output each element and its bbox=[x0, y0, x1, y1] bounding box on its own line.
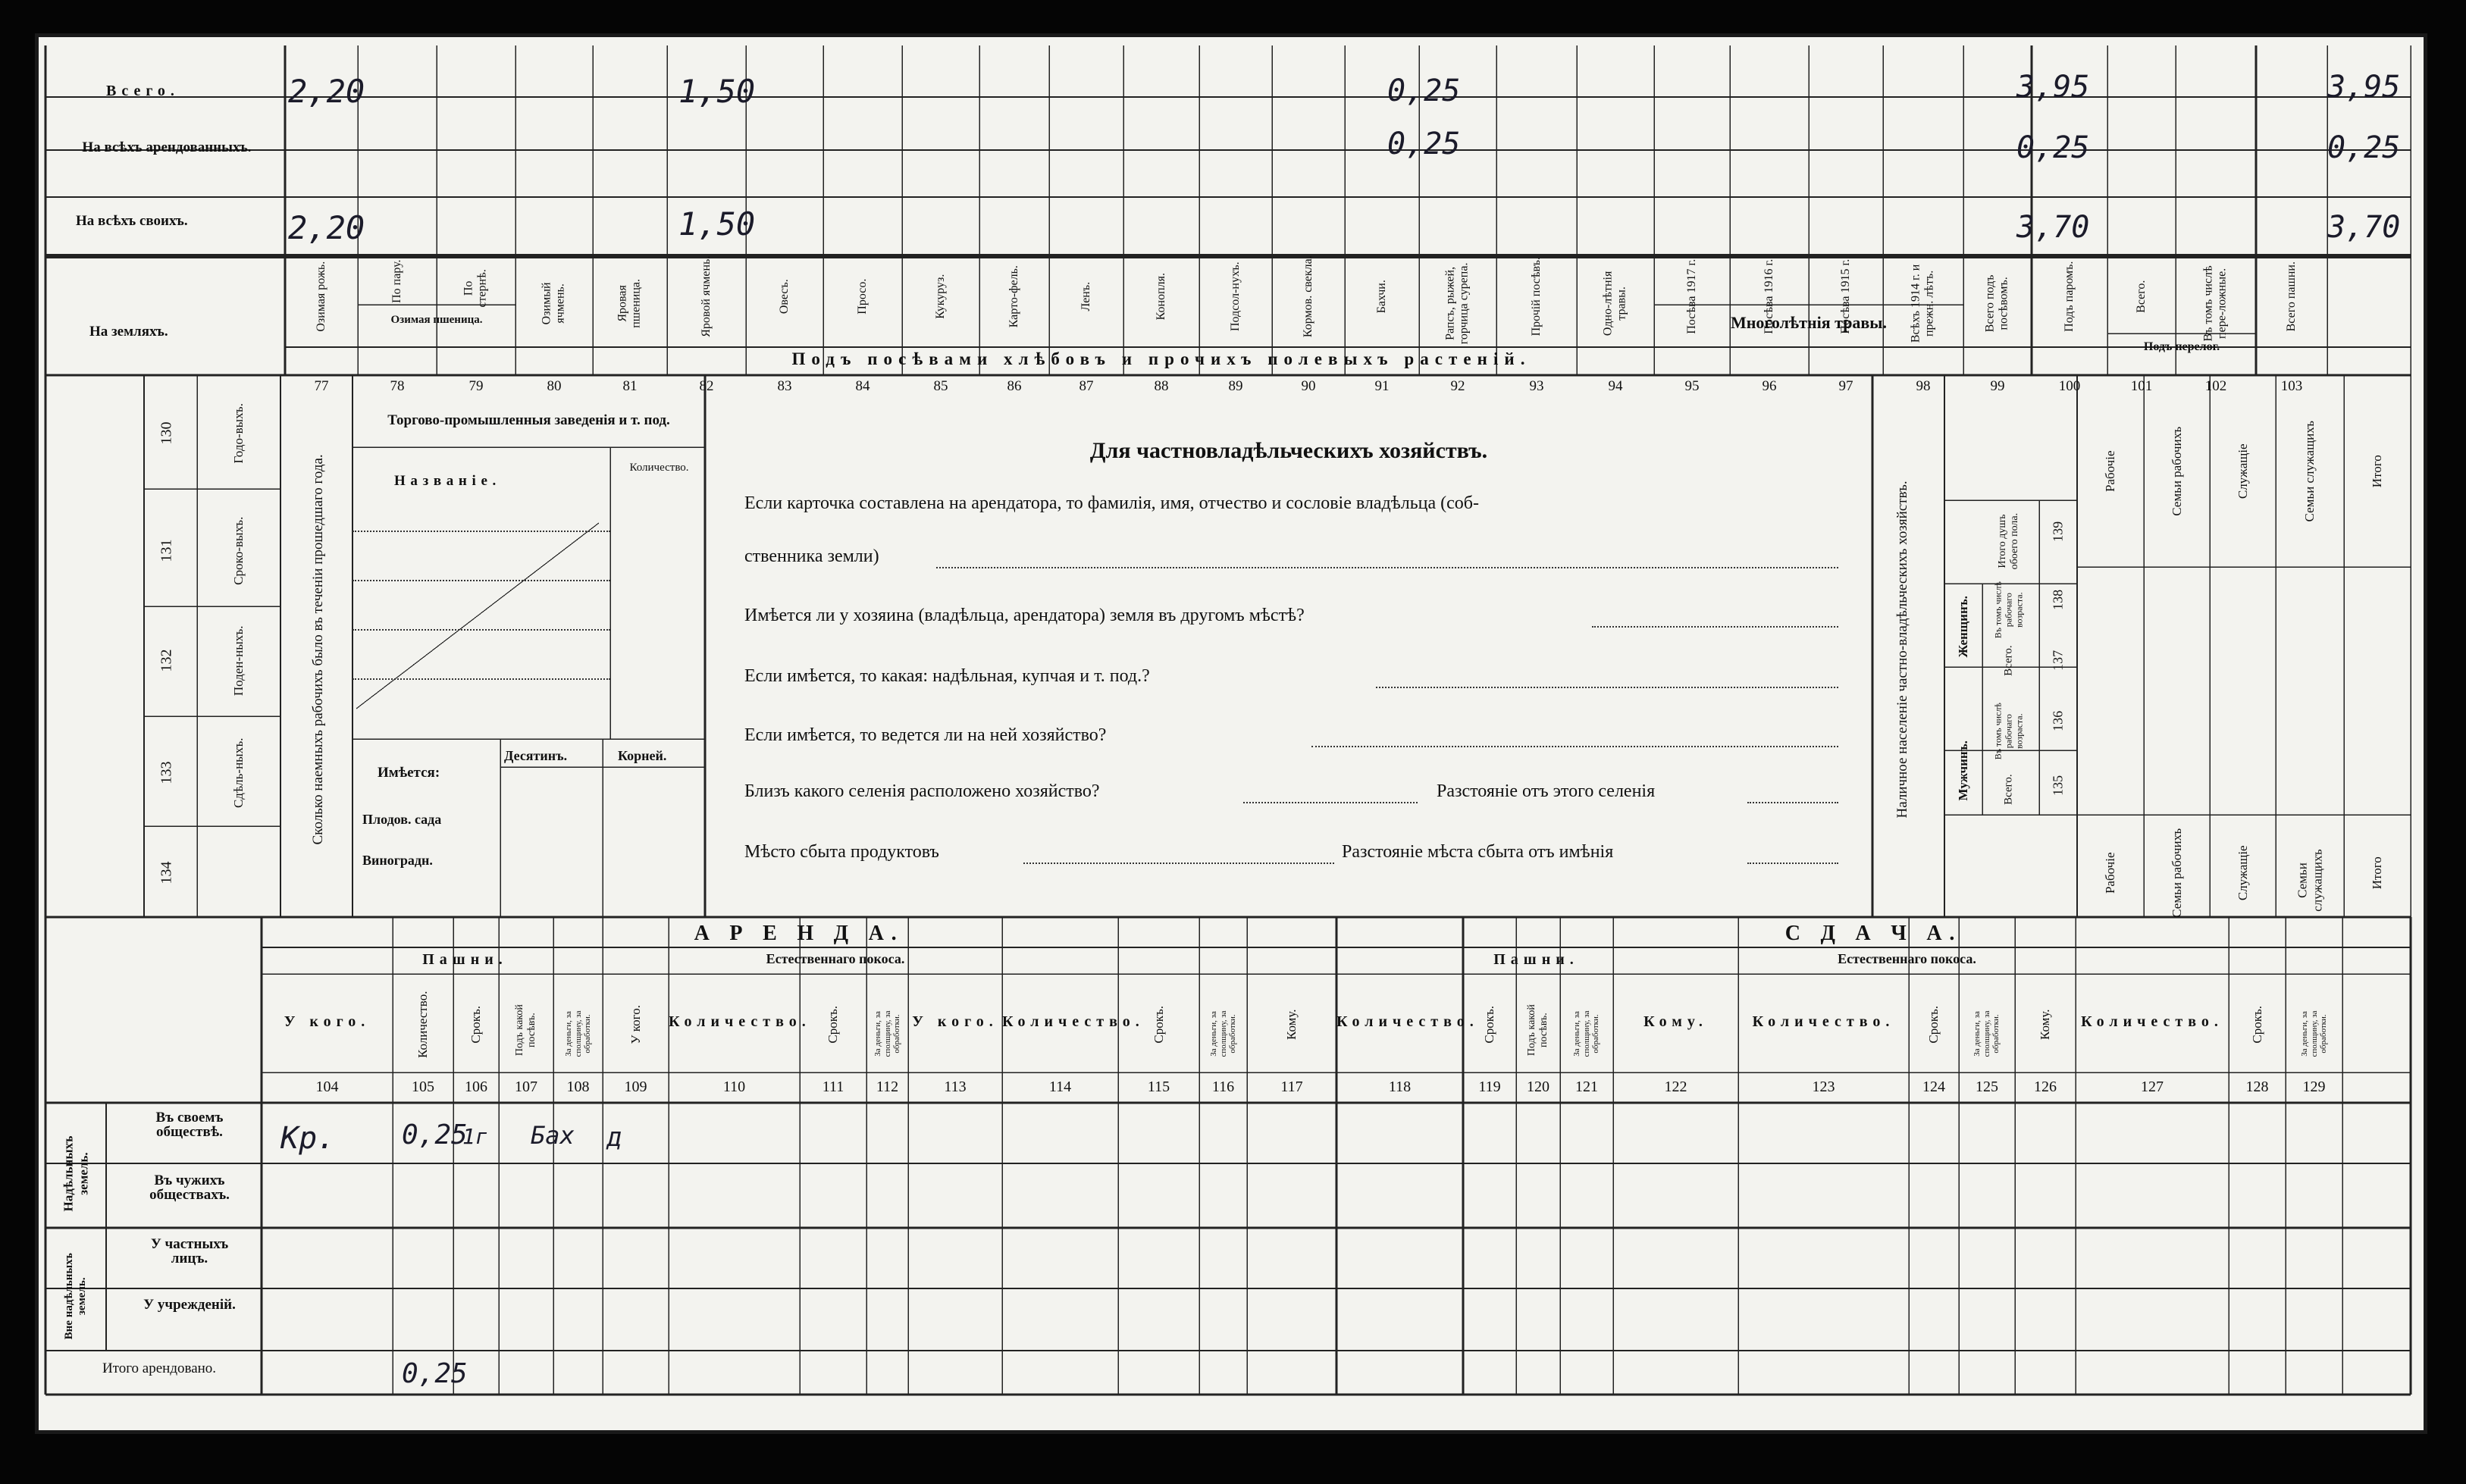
crop-header-91: Бахчи. bbox=[1374, 280, 1388, 314]
hw-arend-99[interactable]: 0,25 bbox=[2016, 130, 2090, 165]
column-number-85: 85 bbox=[933, 378, 948, 394]
crop-header-79: По стернѣ. bbox=[462, 269, 489, 308]
row-label-svoih: На всѣхъ своихъ. bbox=[76, 213, 188, 229]
staff-col-top: Семьи служащихъ bbox=[2302, 420, 2317, 521]
crop-header-87: Ленъ. bbox=[1079, 281, 1092, 312]
column-number-90: 90 bbox=[1301, 378, 1316, 394]
census-card bbox=[35, 33, 2427, 1434]
col-header-105: Количество. bbox=[415, 991, 431, 1058]
col-number-123: 123 bbox=[1812, 1079, 1835, 1095]
column-number-92: 92 bbox=[1450, 378, 1465, 394]
column-number-100: 100 bbox=[2058, 378, 2081, 394]
answer-land-type[interactable] bbox=[1376, 687, 1838, 688]
column-number-79: 79 bbox=[468, 378, 484, 394]
col-number-129: 129 bbox=[2302, 1079, 2326, 1095]
column-number-88: 88 bbox=[1154, 378, 1169, 394]
col-header-121: За деньги, за сполщину, за обработки. bbox=[1572, 1010, 1601, 1057]
column-number-99: 99 bbox=[1990, 378, 2005, 394]
row-svoem-obshestve: Въ своемъ обществѣ. bbox=[155, 1110, 224, 1140]
col-header-120: Подъ какой посѣвъ. bbox=[1525, 1004, 1549, 1057]
header-sdacha: С Д А Ч А. bbox=[1784, 922, 1963, 945]
column-number-93: 93 bbox=[1529, 378, 1544, 394]
answer-village-distance[interactable] bbox=[1747, 802, 1838, 803]
crop-header-88: Конопля. bbox=[1154, 273, 1167, 321]
crop-header-98: Всѣхъ 1914 г. и прежн. лѣтъ. bbox=[1909, 264, 1936, 343]
col-header-104: У кого. bbox=[284, 1013, 371, 1030]
col-number-128: 128 bbox=[2245, 1079, 2269, 1095]
col-number-108: 108 bbox=[566, 1079, 590, 1095]
hw-itogo-quantity[interactable]: 0,25 bbox=[402, 1358, 468, 1389]
question-market: Мѣсто сбыта продуктовъ bbox=[744, 842, 939, 862]
crop-header-96: Посѣва 1916 г. bbox=[1762, 258, 1775, 334]
pop-number-137: 137 bbox=[2050, 650, 2066, 671]
women-working-age-label: Въ томъ числѣ рабочаго возраста. bbox=[1992, 581, 2024, 639]
column-number-77: 77 bbox=[314, 378, 329, 394]
hw-vsego-91[interactable]: 0,25 bbox=[1387, 74, 1461, 108]
hw-vsego-103[interactable]: 3,95 bbox=[2327, 70, 2401, 105]
row-label-arendovannyh: На всѣхъ арендованныхъ. bbox=[82, 139, 252, 155]
orchards-label: Плодов. сада bbox=[362, 812, 442, 827]
col-number-111: 111 bbox=[822, 1079, 844, 1095]
trade-entry-line[interactable] bbox=[353, 629, 610, 631]
women-total-label: Всего. bbox=[2002, 644, 2015, 676]
col-number-126: 126 bbox=[2034, 1079, 2057, 1095]
column-number-89: 89 bbox=[1228, 378, 1243, 394]
crop-header-102: Въ томъ числѣ пере-ложные. bbox=[2201, 265, 2229, 342]
crop-header-100: Подъ паромъ. bbox=[2062, 261, 2076, 332]
crop-header-84: Просо. bbox=[855, 278, 869, 315]
col-header-116: За деньги, за сполщину, за обработки. bbox=[1208, 1010, 1237, 1057]
crop-header-97: Посѣва 1915 г. bbox=[1838, 258, 1852, 334]
col-header-126: Кому. bbox=[2038, 1009, 2053, 1040]
col-number-114: 114 bbox=[1048, 1079, 1072, 1095]
row-chastnyh-lits: У частныхъ лицъ. bbox=[150, 1236, 229, 1266]
trade-count-header: Количество. bbox=[629, 462, 689, 474]
trade-name-header: Названіе. bbox=[394, 473, 501, 489]
col-number-118: 118 bbox=[1388, 1079, 1412, 1095]
column-number-86: 86 bbox=[1007, 378, 1022, 394]
hw-row1-crop[interactable]: Бах bbox=[531, 1121, 575, 1150]
trade-entry-line[interactable] bbox=[353, 678, 610, 680]
row-uchrezhdeniy: У учрежденій. bbox=[143, 1297, 236, 1313]
answer-farm-run[interactable] bbox=[1311, 746, 1838, 747]
header-pod-perelog: Подъ перелог. bbox=[2143, 340, 2220, 353]
col-header-127: Количество. bbox=[2081, 1013, 2223, 1030]
col-header-113: У кого. bbox=[912, 1013, 998, 1030]
women-label: Женщинъ. bbox=[1956, 595, 1971, 657]
row-number-130: 130 bbox=[158, 421, 175, 445]
column-number-82: 82 bbox=[699, 378, 714, 394]
crop-header-99: Всего подъ посѣвомъ. bbox=[1983, 274, 2010, 333]
hw-row1-whom[interactable]: Кр. bbox=[280, 1121, 336, 1156]
header-arenda-pashni: Пашни. bbox=[422, 951, 508, 968]
header-arenda-estestv: Естественнаго покоса. bbox=[766, 951, 905, 966]
header-ozimaya-pshenitsa: Озимая пшеница. bbox=[390, 314, 483, 326]
question-owner: Если карточка составлена на арендатора, то фамилія, имя, отчество и сословіе владѣльца (соб- bbox=[744, 493, 1480, 513]
crop-header-93: Прочій посѣвъ. bbox=[1529, 257, 1543, 337]
worker-type-label: Сдѣль-ныхъ. bbox=[231, 737, 246, 808]
col-header-108: За деньги, за сполщину, за обработки. bbox=[563, 1010, 592, 1057]
col-number-107: 107 bbox=[515, 1079, 537, 1095]
col-header-114: Количество. bbox=[1002, 1013, 1145, 1030]
col-header-129: За деньги, за сполщину, за обработки. bbox=[2299, 1010, 2328, 1057]
column-number-78: 78 bbox=[390, 378, 405, 394]
col-header-112: За деньги, за сполщину, за обработки. bbox=[873, 1010, 901, 1057]
question-market-distance: Разстояніе мѣста сбыта отъ имѣнія bbox=[1342, 842, 1614, 862]
col-number-121: 121 bbox=[1575, 1079, 1598, 1095]
crop-header-95: Посѣва 1917 г. bbox=[1684, 258, 1698, 334]
hw-svoih-77[interactable]: 2,20 bbox=[288, 209, 365, 246]
col-number-120: 120 bbox=[1527, 1079, 1549, 1095]
col-number-110: 110 bbox=[722, 1079, 746, 1095]
col-header-128: Срокъ. bbox=[2249, 1005, 2264, 1044]
hw-svoih-103[interactable]: 3,70 bbox=[2327, 210, 2401, 245]
header-arenda: А Р Е Н Д А. bbox=[694, 922, 904, 945]
column-number-87: 87 bbox=[1079, 378, 1094, 394]
crop-header-81: Яровая пшеница. bbox=[616, 279, 643, 328]
col-number-125: 125 bbox=[1976, 1079, 1998, 1095]
column-number-95: 95 bbox=[1684, 378, 1700, 394]
trade-entry-line[interactable] bbox=[353, 580, 610, 581]
crop-header-90: Кормов. свекла. bbox=[1301, 255, 1314, 338]
column-number-102: 102 bbox=[2204, 378, 2227, 394]
pop-number-136: 136 bbox=[2050, 710, 2066, 731]
question-nearest-village: Близъ какого селенія расположено хозяйство? bbox=[744, 781, 1100, 801]
header-sdacha-pashni: Пашни. bbox=[1493, 951, 1579, 968]
col-header-117: Кому. bbox=[1284, 1009, 1299, 1040]
banner-pod-posevami: Подъ посѣвами хлѣбовъ и прочихъ полевыхъ растеній. bbox=[791, 349, 1531, 368]
pop-number-138: 138 bbox=[2050, 589, 2066, 610]
col-header-115: Срокъ. bbox=[1151, 1005, 1166, 1044]
col-number-124: 124 bbox=[1922, 1079, 1945, 1095]
crop-header-89: Подсол-нухъ. bbox=[1228, 261, 1242, 332]
crop-header-92: Рапсъ, рыжей, горчица сурепа. bbox=[1443, 262, 1471, 345]
column-number-103: 103 bbox=[2280, 378, 2303, 394]
staff-col-bottom: Служащіе bbox=[2235, 844, 2250, 900]
row-label-zemli: На земляхъ. bbox=[89, 324, 168, 340]
row-number-131: 131 bbox=[158, 539, 175, 562]
col-number-116: 116 bbox=[1211, 1079, 1235, 1095]
col-number-113: 113 bbox=[944, 1079, 967, 1095]
col-header-107: Подъ какой посѣвъ. bbox=[513, 1004, 537, 1057]
column-number-83: 83 bbox=[777, 378, 792, 394]
crop-header-101: Всего. bbox=[2134, 280, 2148, 313]
hw-row1-quantity[interactable]: 0,25 bbox=[402, 1119, 468, 1151]
col-number-122: 122 bbox=[1664, 1079, 1687, 1095]
staff-col-bottom: Семьи служащихъ bbox=[2295, 848, 2324, 912]
col-number-117: 117 bbox=[1280, 1079, 1303, 1095]
col-number-127: 127 bbox=[2141, 1079, 2164, 1095]
hw-vsego-77[interactable]: 2,20 bbox=[288, 73, 365, 110]
worker-type-label: Сроко-выхъ. bbox=[231, 516, 246, 585]
worker-type-label: Годо-выхъ. bbox=[231, 402, 246, 464]
question-owner-cont: ственника земли) bbox=[744, 546, 879, 566]
answer-market[interactable] bbox=[1023, 863, 1334, 864]
has-label: Имѣется: bbox=[378, 765, 440, 781]
hw-row1-terms[interactable]: д bbox=[606, 1122, 622, 1153]
staff-col-bottom: Рабочіе bbox=[2103, 852, 2118, 894]
row-number-133: 133 bbox=[158, 761, 175, 784]
group-nadelnyh: Надѣльныхъ земель. bbox=[61, 1135, 90, 1211]
col-number-104: 104 bbox=[315, 1079, 339, 1095]
row-chuzhih-obshestvah: Въ чужихъ обществахъ. bbox=[149, 1172, 230, 1203]
column-number-84: 84 bbox=[855, 378, 870, 394]
row-label-vsego: Всего. bbox=[106, 83, 180, 99]
total-souls-label: Итого душъ обоего пола. bbox=[1996, 512, 2020, 570]
question-other-land: Имѣется ли у хозяина (владѣльца, арендатора) земля въ другомъ мѣстѣ? bbox=[744, 606, 1305, 625]
col-header-109: У кого. bbox=[628, 1004, 643, 1044]
population-vertical: Наличное населеніе частно-владѣльческихъ хозяйствъ. bbox=[1894, 480, 1911, 818]
crop-header-77: Озимая рожь. bbox=[314, 261, 327, 332]
hw-arend-103[interactable]: 0,25 bbox=[2327, 130, 2401, 165]
crop-header-94: Одно-лѣтнія травы. bbox=[1601, 271, 1628, 337]
desyatin-header: Десятинъ. bbox=[504, 748, 568, 763]
staff-col-top: Семьи рабочихъ bbox=[2169, 426, 2184, 516]
trade-entry-line[interactable] bbox=[353, 531, 610, 532]
col-header-110: Количество. bbox=[669, 1013, 811, 1030]
answer-owner[interactable] bbox=[936, 567, 1838, 568]
col-header-111: Срокъ. bbox=[826, 1005, 841, 1044]
workers-question-vertical: Сколько наемныхъ рабочихъ было въ теченіи прошедшаго года. bbox=[310, 453, 327, 844]
crop-header-78: По пару. bbox=[390, 259, 403, 303]
hw-arend-91[interactable]: 0,25 bbox=[1387, 127, 1461, 161]
staff-col-top: Рабочіе bbox=[2103, 450, 2118, 492]
korney-header: Корней. bbox=[618, 748, 667, 763]
private-title: Для частновладѣльческихъ хозяйствъ. bbox=[1089, 438, 1488, 463]
row-itogo-arendovano: Итого арендовано. bbox=[102, 1360, 217, 1376]
answer-other-land[interactable] bbox=[1592, 626, 1838, 628]
column-number-91: 91 bbox=[1374, 378, 1390, 394]
crop-header-103: Всего пашни. bbox=[2284, 261, 2298, 332]
column-number-80: 80 bbox=[547, 378, 562, 394]
crop-header-85: Кукуруз. bbox=[933, 274, 947, 319]
col-header-122: Кому. bbox=[1643, 1013, 1708, 1030]
men-label: Мужчинъ. bbox=[1956, 740, 1971, 800]
col-number-109: 109 bbox=[624, 1079, 647, 1095]
col-number-119: 119 bbox=[1478, 1079, 1501, 1095]
crop-header-82: Яровой ячмень. bbox=[699, 255, 713, 337]
group-vnenadelnyh: Вне надѣльныхъ земель. bbox=[62, 1252, 88, 1339]
col-header-125: За деньги, за сполщину, за обработки. bbox=[1972, 1010, 2001, 1057]
column-number-98: 98 bbox=[1916, 378, 1931, 394]
pop-number-135: 135 bbox=[2050, 775, 2066, 796]
header-sdacha-estestv: Естественнаго покоса. bbox=[1838, 951, 1976, 966]
staff-col-top: Служащіе bbox=[2235, 443, 2250, 499]
pop-number-139: 139 bbox=[2050, 521, 2066, 542]
col-header-124: Срокъ. bbox=[1926, 1005, 1941, 1044]
hw-vsego-99[interactable]: 3,95 bbox=[2016, 70, 2090, 105]
crop-header-86: Карто-фель. bbox=[1007, 265, 1020, 328]
col-header-118: Количество. bbox=[1336, 1013, 1479, 1030]
answer-market-distance[interactable] bbox=[1747, 863, 1838, 864]
row-number-132: 132 bbox=[158, 649, 175, 672]
crop-header-80: Озимый ячмень. bbox=[540, 282, 567, 325]
hw-row1-term[interactable]: 1г bbox=[462, 1124, 488, 1149]
men-total-label: Всего. bbox=[2002, 773, 2015, 805]
column-number-96: 96 bbox=[1762, 378, 1777, 394]
col-number-112: 112 bbox=[876, 1079, 899, 1095]
col-number-106: 106 bbox=[465, 1079, 487, 1095]
worker-type-label: Поден-ныхъ. bbox=[231, 625, 246, 696]
hw-vsego-82[interactable]: 1,50 bbox=[678, 73, 756, 110]
hw-svoih-82[interactable]: 1,50 bbox=[678, 205, 756, 243]
answer-nearest-village[interactable] bbox=[1243, 802, 1418, 803]
hw-svoih-99[interactable]: 3,70 bbox=[2016, 210, 2090, 245]
question-village-distance: Разстояніе отъ этого селенія bbox=[1437, 781, 1656, 801]
col-number-115: 115 bbox=[1147, 1079, 1170, 1095]
col-header-119: Срокъ. bbox=[1482, 1005, 1497, 1044]
question-farm-run: Если имѣется, то ведется ли на ней хозяйство? bbox=[744, 725, 1107, 745]
column-number-97: 97 bbox=[1838, 378, 1853, 394]
column-number-94: 94 bbox=[1608, 378, 1623, 394]
header-mnogoletnie: Многолѣтнія травы. bbox=[1730, 313, 1887, 332]
column-number-81: 81 bbox=[622, 378, 638, 394]
staff-col-top: Итого bbox=[2370, 454, 2385, 487]
col-header-106: Срокъ. bbox=[468, 1005, 484, 1044]
vineyards-label: Виноградн. bbox=[362, 853, 433, 868]
col-number-105: 105 bbox=[412, 1079, 434, 1095]
column-number-101: 101 bbox=[2130, 378, 2153, 394]
row-number-134: 134 bbox=[158, 861, 175, 884]
staff-col-bottom: Семьи рабочихъ bbox=[2169, 828, 2184, 918]
trade-title: Торгово-промышленныя заведенія и т. под. bbox=[387, 412, 670, 428]
trade-strike-line bbox=[356, 523, 599, 709]
men-working-age-label: Въ томъ числѣ рабочаго возраста. bbox=[1992, 703, 2024, 760]
question-land-type: Если имѣется, то какая: надѣльная, купчая и т. под.? bbox=[744, 666, 1150, 686]
staff-col-bottom: Итого bbox=[2370, 856, 2385, 889]
crop-header-83: Овесъ. bbox=[777, 279, 791, 315]
col-header-123: Количество. bbox=[1752, 1013, 1895, 1030]
